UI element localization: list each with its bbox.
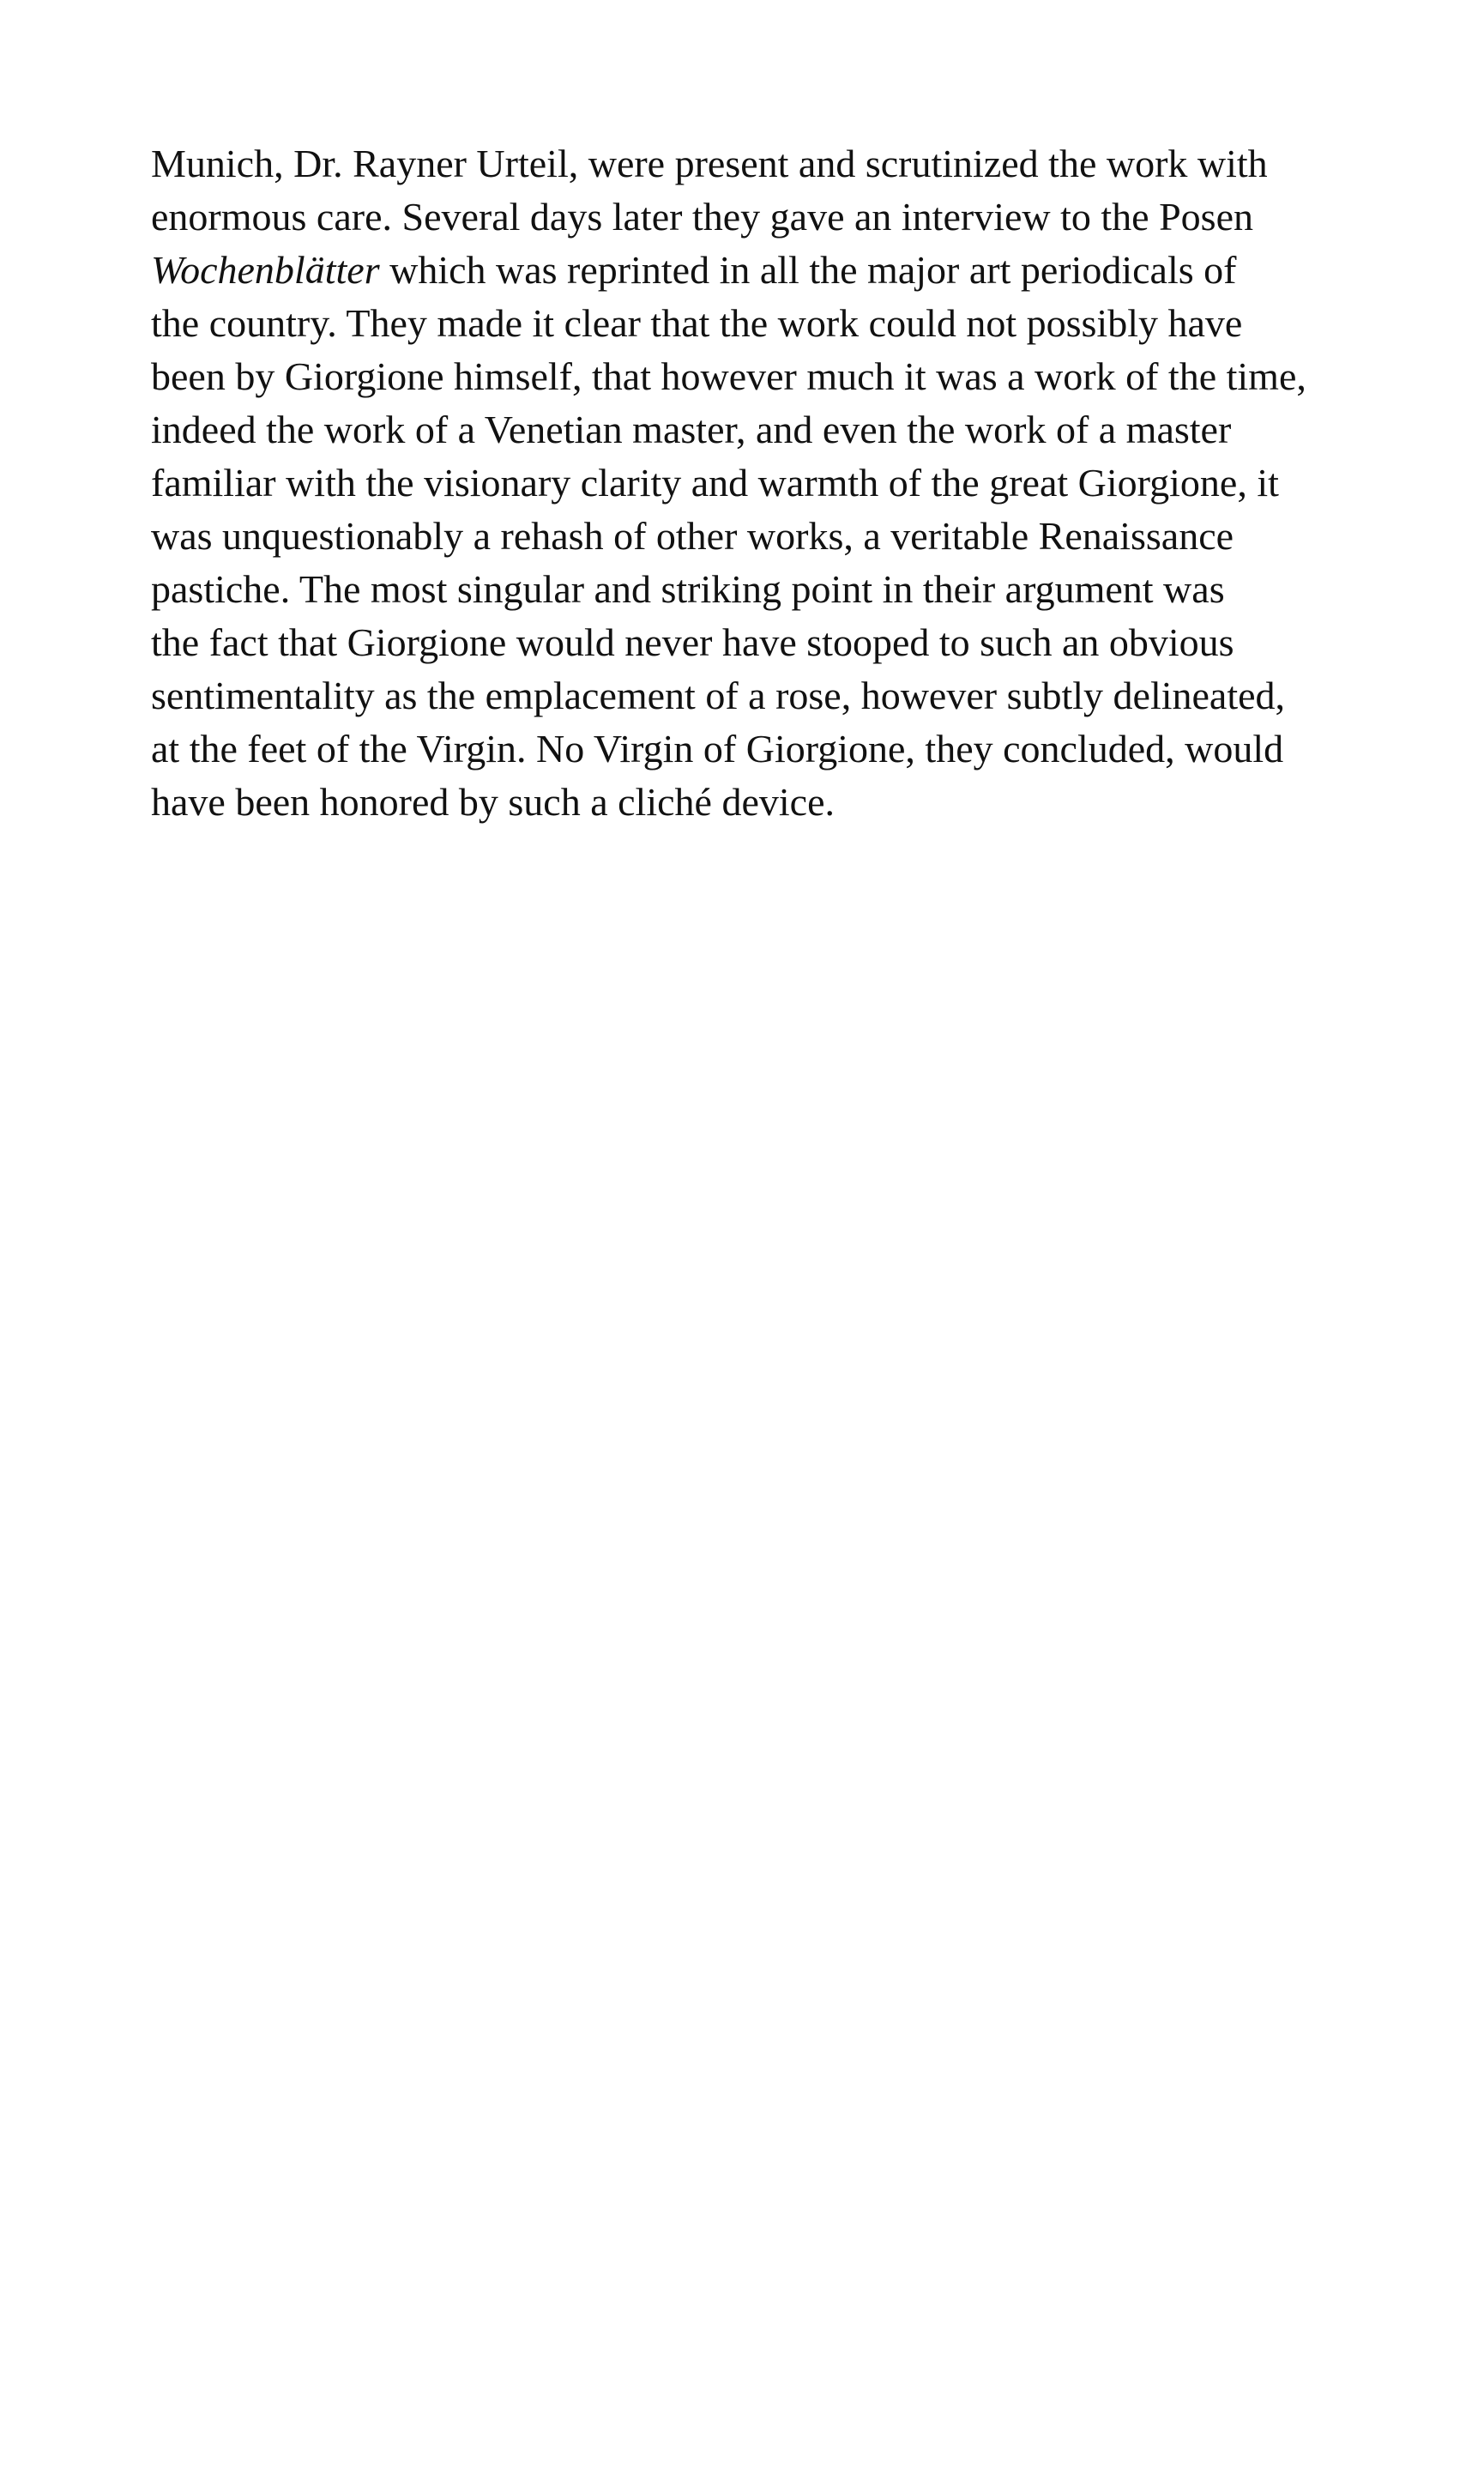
text-line-7: familiar with the visionary clarity and warmth of the great Giorgione, it [151,461,1279,505]
text-line-2: enormous care. Several days later they gave an interview to the Posen [151,195,1253,239]
text-line-11: sentimentality as the emplacement of a rose, however subtly delineated, [151,674,1286,717]
text-line-10: the fact that Giorgione would never have stooped to such an obvious [151,620,1234,664]
periodical-title: Wochenblätter [151,248,380,292]
text-line-4: the country. They made it clear that the work could not possibly have [151,301,1243,345]
text-line-3 [151,244,1352,297]
text-line-8: was unquestionably a rehash of other works, a veritable Renaissance [151,514,1234,558]
text-line-5: been by Giorgione himself, that however much it was a work of the time, [151,354,1306,398]
text-line-3-rest: which was reprinted in all the major art periodicals of [379,248,1237,292]
text-line-1: Munich, Dr. Rayner Urteil, were present and scrutinized the work with [151,142,1268,185]
text-line-9: pastiche. The most singular and striking point in their argument was [151,567,1225,611]
body-paragraph [151,137,1352,829]
text-line-6: indeed the work of a Venetian master, and even the work of a master [151,408,1232,451]
text-line-12: at the feet of the Virgin. No Virgin of Giorgione, they concluded, would [151,727,1284,771]
text-line-13: have been honored by such a cliché device. [151,780,835,824]
